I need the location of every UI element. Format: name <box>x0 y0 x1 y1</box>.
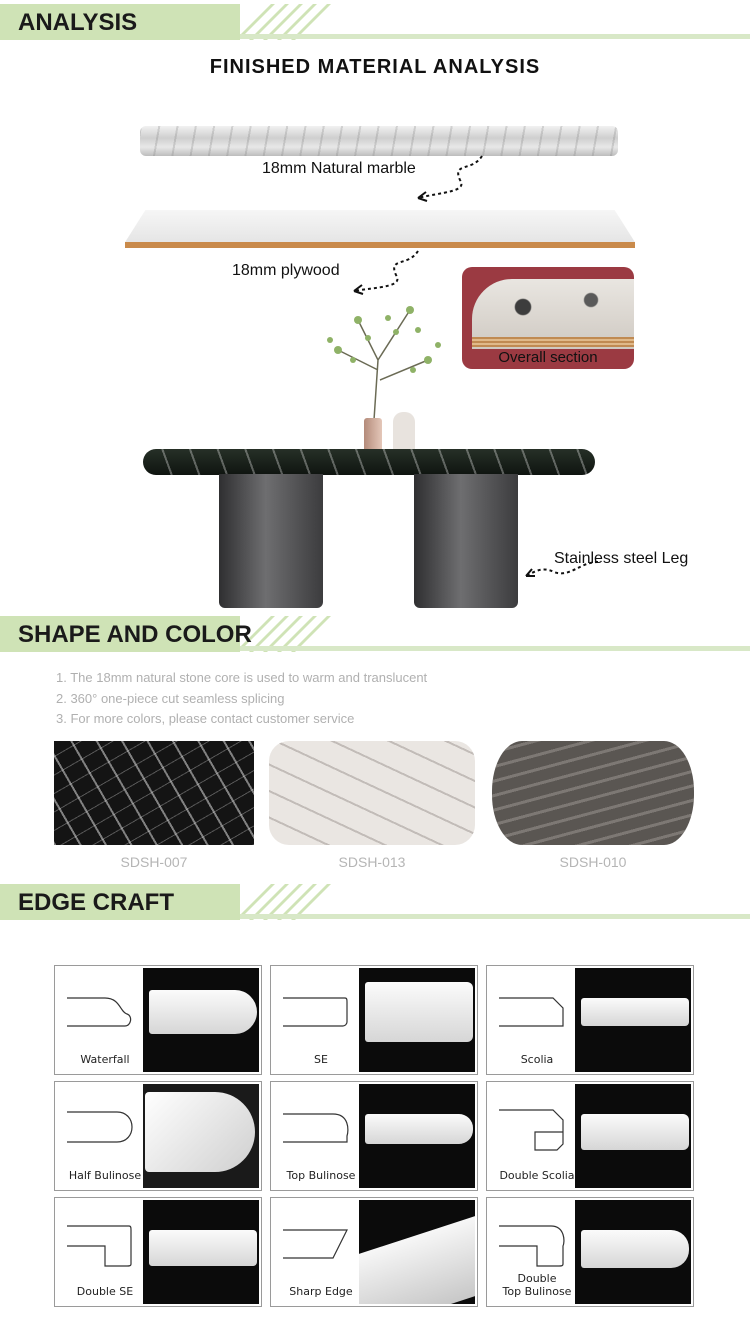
sample-code: SDSH-010 <box>559 854 627 870</box>
note-line: 3. For more colors, please contact customer service <box>56 711 355 726</box>
edge-name: Top Bulinose <box>286 1169 356 1182</box>
edge-photo <box>359 968 475 1072</box>
edge-card-se <box>270 965 478 1075</box>
sample-swatch-013 <box>269 741 475 845</box>
section-title: SHAPE AND COLOR <box>18 621 252 648</box>
edge-photo <box>143 968 259 1072</box>
marble-slab-image <box>140 126 618 156</box>
section-title: EDGE CRAFT <box>18 889 174 916</box>
edge-photo <box>575 1084 691 1188</box>
top-bulinose-profile-icon <box>281 1106 351 1146</box>
sharp-edge-profile-icon <box>281 1222 351 1262</box>
edge-name: SE <box>314 1053 328 1066</box>
plant-decoration-icon <box>318 300 458 425</box>
note-line: 1. The 18mm natural stone core is used to warm and translucent <box>56 670 428 685</box>
half-bulinose-profile-icon <box>65 1106 135 1146</box>
sample-swatch-010 <box>492 741 694 845</box>
section-header-shape <box>0 616 750 658</box>
edge-name: Waterfall <box>80 1053 130 1066</box>
overall-section-label: Overall section <box>498 349 598 366</box>
edge-card-half-bulinose <box>54 1081 262 1191</box>
edge-name: Double Top Bulinose <box>502 1272 572 1298</box>
table-leg-left <box>219 474 323 608</box>
overall-section-callout <box>462 267 634 369</box>
shape-notes <box>56 668 427 730</box>
leg-label: Stainless steel Leg <box>554 550 689 567</box>
edge-photo <box>575 1200 691 1304</box>
edge-name: Half Bulinose <box>68 1169 142 1182</box>
table-leg-right <box>414 474 518 608</box>
section-header-analysis <box>0 4 750 46</box>
waterfall-profile-icon <box>65 990 135 1030</box>
edge-photo <box>359 1084 475 1188</box>
se-profile-icon <box>281 990 351 1030</box>
edge-photo <box>359 1200 475 1304</box>
edge-name: Sharp Edge <box>289 1285 353 1298</box>
scolia-profile-icon <box>497 990 567 1030</box>
edge-card-double-se <box>54 1197 262 1307</box>
edge-photo <box>575 968 691 1072</box>
edge-card-sharp-edge <box>270 1197 478 1307</box>
edge-card-waterfall <box>54 965 262 1075</box>
edge-name: Double Scolia <box>499 1169 575 1182</box>
double-se-profile-icon <box>65 1222 135 1268</box>
sample-code: SDSH-013 <box>338 854 406 870</box>
edge-name: Scolia <box>520 1053 554 1066</box>
section-header-edge <box>0 884 750 926</box>
analysis-subtitle: FINISHED MATERIAL ANALYSIS <box>209 56 541 78</box>
arrow-icon <box>520 558 602 588</box>
edge-card-double-scolia <box>486 1081 694 1191</box>
edge-card-scolia <box>486 965 694 1075</box>
double-scolia-profile-icon <box>497 1106 567 1152</box>
section-title: ANALYSIS <box>18 9 138 36</box>
edge-card-top-bulinose <box>270 1081 478 1191</box>
arrow-icon <box>348 247 428 297</box>
edge-name: Double SE <box>76 1285 134 1298</box>
plywood-label: 18mm plywood <box>232 262 340 279</box>
edge-card-double-top-bulinose <box>486 1197 694 1307</box>
sample-code: SDSH-007 <box>120 854 188 870</box>
marble-label: 18mm Natural marble <box>262 160 416 177</box>
sample-swatch-007 <box>54 741 254 845</box>
double-top-bulinose-profile-icon <box>497 1222 567 1268</box>
arrow-icon <box>412 152 492 204</box>
edge-photo <box>143 1084 259 1188</box>
note-line: 2. 360° one-piece cut seamless splicing <box>56 690 285 706</box>
edge-photo <box>143 1200 259 1304</box>
tabletop-image <box>143 449 595 475</box>
